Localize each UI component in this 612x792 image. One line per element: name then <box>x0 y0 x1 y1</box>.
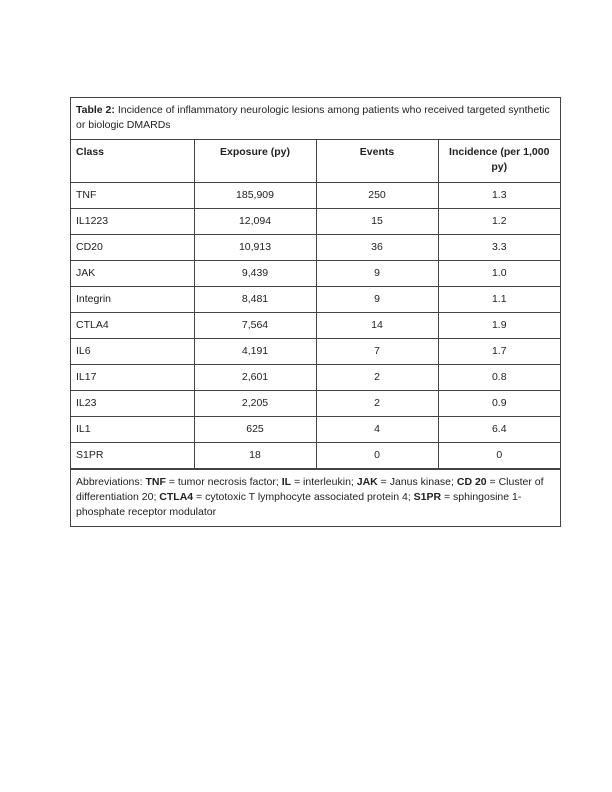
cell-exposure: 2,205 <box>194 390 316 416</box>
cell-events: 14 <box>316 312 438 338</box>
cell-events: 9 <box>316 286 438 312</box>
cell-events: 36 <box>316 234 438 260</box>
cell-exposure: 18 <box>194 442 316 468</box>
table-row <box>71 416 560 442</box>
cell-class: IL23 <box>71 390 194 416</box>
cell-events: 250 <box>316 182 438 208</box>
footnote-term: JAK <box>356 475 378 488</box>
cell-exposure: 4,191 <box>194 338 316 364</box>
cell-incidence: 1.0 <box>438 260 560 286</box>
cell-exposure: 2,601 <box>194 364 316 390</box>
table-header-row <box>71 140 560 182</box>
table-row <box>71 260 560 286</box>
footnote-text: = cytotoxic T lymphocyte associated protein 4; <box>193 490 414 503</box>
table-row <box>71 364 560 390</box>
cell-events: 9 <box>316 260 438 286</box>
cell-exposure: 9,439 <box>194 260 316 286</box>
cell-incidence: 0.9 <box>438 390 560 416</box>
table-row <box>71 390 560 416</box>
cell-events: 0 <box>316 442 438 468</box>
cell-incidence: 1.2 <box>438 208 560 234</box>
table-row <box>71 286 560 312</box>
header-exposure: Exposure (py) <box>194 140 316 182</box>
cell-incidence: 1.7 <box>438 338 560 364</box>
footnote-text: Abbreviations: <box>76 475 146 488</box>
cell-events: 7 <box>316 338 438 364</box>
footnote-text: = Cluster of differentiation 20; <box>76 475 544 503</box>
cell-events: 2 <box>316 390 438 416</box>
cell-exposure: 12,094 <box>194 208 316 234</box>
cell-exposure: 185,909 <box>194 182 316 208</box>
cell-incidence: 0 <box>438 442 560 468</box>
footnote-text: = Janus kinase; <box>377 475 457 488</box>
cell-class: S1PR <box>71 442 194 468</box>
footnote-text: = interleukin; <box>291 475 357 488</box>
footnote-term: S1PR <box>413 490 442 503</box>
table-row <box>71 442 560 468</box>
table-footnote <box>71 469 560 526</box>
table-row <box>71 338 560 364</box>
cell-events: 15 <box>316 208 438 234</box>
cell-exposure: 7,564 <box>194 312 316 338</box>
cell-exposure: 8,481 <box>194 286 316 312</box>
cell-incidence: 6.4 <box>438 416 560 442</box>
cell-class: IL6 <box>71 338 194 364</box>
cell-events: 4 <box>316 416 438 442</box>
cell-class: IL1 <box>71 416 194 442</box>
table-caption-text: Incidence of inflammatory neurologic lesions among patients who received targeted synthetic or biologic DMARDs <box>76 104 550 131</box>
cell-class: CD20 <box>71 234 194 260</box>
cell-exposure: 625 <box>194 416 316 442</box>
cell-class: IL17 <box>71 364 194 390</box>
table-caption-label: Table 2: <box>76 104 115 116</box>
footnote-text: = sphingosine 1-phosphate receptor modulator <box>76 490 522 518</box>
footnote-text: = tumor necrosis factor; <box>165 475 282 488</box>
table-body <box>71 182 560 468</box>
footnote-term: CTLA4 <box>159 490 194 503</box>
incidence-table <box>71 140 560 469</box>
footnote-term: TNF <box>145 475 166 488</box>
cell-exposure: 10,913 <box>194 234 316 260</box>
cell-incidence: 0.8 <box>438 364 560 390</box>
table-row <box>71 182 560 208</box>
table-caption <box>71 98 560 140</box>
footnote-term: CD 20 <box>456 475 487 488</box>
cell-events: 2 <box>316 364 438 390</box>
cell-class: Integrin <box>71 286 194 312</box>
header-events: Events <box>316 140 438 182</box>
footnote-term: IL <box>281 475 292 488</box>
cell-incidence: 1.3 <box>438 182 560 208</box>
table-row <box>71 208 560 234</box>
header-class: Class <box>71 140 194 182</box>
cell-incidence: 1.1 <box>438 286 560 312</box>
header-incidence: Incidence (per 1,000 py) <box>438 140 560 182</box>
data-table-container <box>70 97 561 527</box>
cell-incidence: 3.3 <box>438 234 560 260</box>
table-row <box>71 234 560 260</box>
cell-class: IL1223 <box>71 208 194 234</box>
cell-class: JAK <box>71 260 194 286</box>
cell-incidence: 1.9 <box>438 312 560 338</box>
cell-class: CTLA4 <box>71 312 194 338</box>
table-row <box>71 312 560 338</box>
cell-class: TNF <box>71 182 194 208</box>
